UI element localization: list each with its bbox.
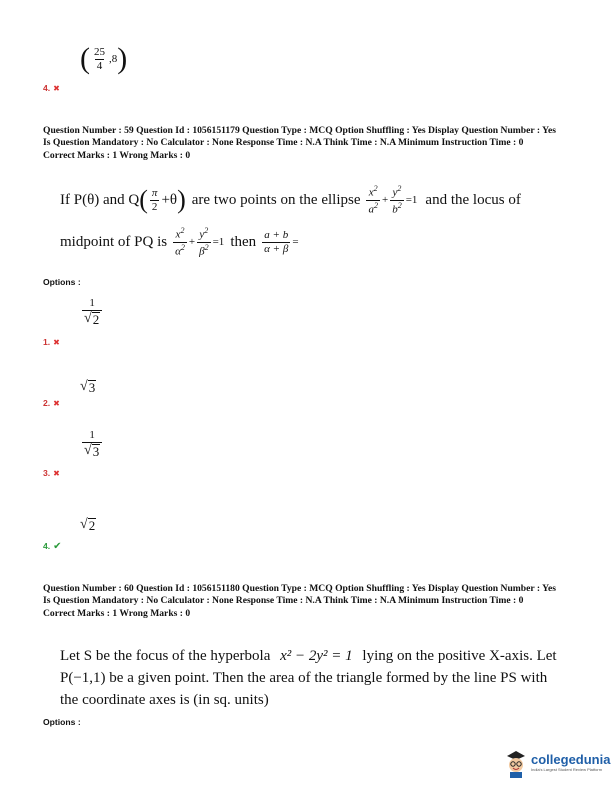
text-equals: = <box>292 236 299 249</box>
question59-meta <box>43 125 583 162</box>
fraction-denominator: 4 <box>96 59 103 72</box>
fraction-ab-alphabeta <box>262 230 290 255</box>
meta-line: Question Number : 60 Question Id : 1056151180 Question Type : MCQ Option Shuffling : Yes Display Question Number : Yes <box>43 583 556 594</box>
fraction-numerator: a + b <box>264 228 289 241</box>
fraction-x2-alpha2: $\frac{x^2}{\alpha^2}$ <box>175 226 185 258</box>
fragment-tail: ,8 <box>109 53 118 65</box>
question59-option-2 <box>43 398 60 408</box>
text-points-on-ellipse: are two points on the ellipse <box>191 192 361 209</box>
collegedunia-logo <box>504 748 610 778</box>
fraction-y2-beta2: $\frac{y^2}{\beta^2}$ <box>199 226 209 258</box>
question59-option-1-value <box>80 298 104 327</box>
question60-line2 <box>60 667 548 689</box>
text-plus-theta: +θ <box>161 192 178 209</box>
option-number: 3. <box>43 468 51 478</box>
left-paren: ( <box>80 42 90 75</box>
hyperbola-equation: x² − 2y² = 1 <box>280 648 353 664</box>
wrong-mark-icon: ✖ <box>53 469 60 478</box>
text-equals-one: =1 <box>405 194 418 207</box>
fraction-x2-a2: $\frac{x^2}{a^2}$ <box>368 184 378 216</box>
question60-meta <box>43 583 583 620</box>
fraction-1-sqrt3: 1 √ 3 <box>82 430 102 459</box>
question59-line2: midpoint of PQ is $\frac{x^2}{\alpha^2}$ + $\frac{y^2}{\beta^2}$ =1 then $\frac{a + b}{\alpha + \beta}$ = <box>60 226 299 258</box>
right-paren: ) <box>177 185 186 215</box>
fraction-numerator: 1 <box>89 297 95 309</box>
radicand: 3 <box>88 380 96 395</box>
wrong-mark-icon: ✖ <box>53 399 60 408</box>
radicand: 2 <box>92 312 100 327</box>
meta-line: Correct Marks : 1 Wrong Marks : 0 <box>43 607 191 619</box>
brand-tagline: India's Largest Student Review Platform <box>531 767 603 772</box>
text-if-p-q: If P(θ) and Q <box>60 192 140 209</box>
question59-option-3-value <box>80 430 104 459</box>
prev-option-fragment <box>80 44 127 74</box>
left-paren: ( <box>139 185 148 215</box>
question59-options-label: Options : <box>43 277 81 287</box>
var-x: x <box>175 228 181 241</box>
meta-line: Question Number : 59 Question Id : 1056151179 Question Type : MCQ Option Shuffling : Yes Display Question Number : Yes <box>43 125 556 136</box>
text-then: then <box>230 234 257 251</box>
radicand: 2 <box>88 518 96 533</box>
var-x: x <box>368 186 374 199</box>
meta-line: Correct Marks : 1 Wrong Marks : 0 <box>43 149 191 161</box>
fraction-25-4 <box>92 47 107 72</box>
option-number: 4. <box>43 83 51 93</box>
question60-line3: the coordinate axes is (in sq. units) <box>60 692 269 708</box>
question60-text <box>60 645 557 711</box>
var-y: y <box>392 186 398 199</box>
fraction-numerator: π <box>151 186 158 199</box>
var-beta: β <box>199 245 205 258</box>
question59-option-3 <box>43 468 60 478</box>
wrong-mark-icon: ✖ <box>53 84 60 93</box>
fraction-denominator: α + β <box>264 242 289 255</box>
question59-option-4 <box>43 541 62 552</box>
text-and-locus: and the locus of <box>425 192 521 209</box>
text-equals-one: =1 <box>212 236 225 249</box>
question59-line1: If P(θ) and Q ( $\frac{\pi}{2}$ +θ ) are two points on the ellipse $\frac{x^2}{a^2}$ + $\frac{y^2}{b^2}$ =1 and the locus of <box>60 184 521 216</box>
question59-option-4-value: √ 2 <box>80 517 96 533</box>
correct-check-icon: ✔ <box>53 541 62 552</box>
var-alpha: α <box>175 245 181 258</box>
meta-line: Is Question Mandatory : No Calculator : None Response Time : N.A Think Time : N.A Minimum Instruction Time : 0 <box>43 137 524 149</box>
fraction-numerator: 1 <box>89 429 95 441</box>
question60-options-label: Options : <box>43 717 81 727</box>
mascot-icon <box>504 748 528 778</box>
fraction-1-sqrt2: 1 √ 2 <box>82 298 102 327</box>
text-midpoint: midpoint of PQ is <box>60 234 168 251</box>
wrong-mark-icon: ✖ <box>53 338 60 347</box>
option-number: 2. <box>43 398 51 408</box>
question59-option-1 <box>43 337 60 347</box>
text-given-point: be a given point. Then the area of the triangle formed by the line PS with <box>109 670 548 686</box>
fraction-y2-b2: $\frac{y^2}{b^2}$ <box>392 184 402 216</box>
fraction-denominator: 2 <box>151 200 158 213</box>
text-positive-x-axis: lying on the positive X-axis. Let <box>362 648 557 664</box>
fraction-numerator: 25 <box>94 45 105 58</box>
radicand: 3 <box>92 444 100 459</box>
var-b: b <box>392 203 398 216</box>
option-number: 4. <box>43 541 51 551</box>
var-y: y <box>199 228 205 241</box>
fraction-pi-2 <box>150 188 160 213</box>
var-a: a <box>368 203 374 216</box>
point-p: P(−1,1) <box>60 670 106 686</box>
meta-line: Is Question Mandatory : No Calculator : None Response Time : N.A Think Time : N.A Minimum Instruction Time : 0 <box>43 595 524 607</box>
right-paren: ) <box>117 42 128 75</box>
question59-option-2-value: √ 3 <box>80 379 96 395</box>
brand-name: collegedunia <box>531 752 611 767</box>
option-number: 1. <box>43 337 51 347</box>
prev-option-4 <box>43 83 60 93</box>
question60-line1 <box>60 645 557 667</box>
text-let-s: Let S be the focus of the hyperbola <box>60 648 271 664</box>
